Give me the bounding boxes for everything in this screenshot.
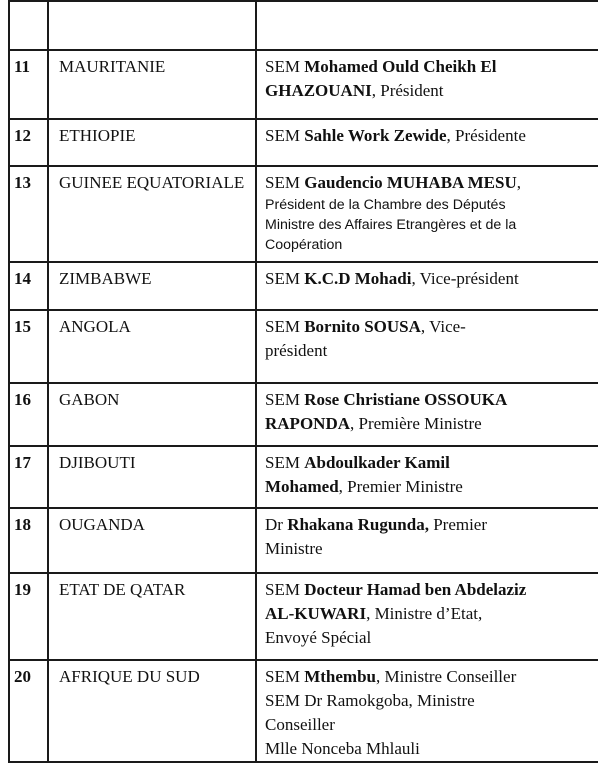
delegation-line bbox=[265, 713, 592, 737]
table-row bbox=[9, 166, 598, 262]
delegation-line bbox=[265, 215, 592, 235]
table-row bbox=[9, 508, 598, 573]
person-name: Docteur Hamad ben Abdelaziz bbox=[304, 580, 527, 599]
title-text: , Ministre Conseiller bbox=[376, 667, 517, 686]
person-name: Mthembu bbox=[304, 667, 376, 686]
title-text: Envoyé Spécial bbox=[265, 628, 372, 647]
title-text: SEM bbox=[265, 317, 305, 336]
table-row bbox=[9, 446, 598, 508]
title-text: SEM bbox=[265, 126, 305, 145]
table-row bbox=[9, 573, 598, 660]
person-name: RAPONDA bbox=[265, 414, 350, 433]
title-text: Mlle Nonceba Mhlauli bbox=[265, 739, 420, 758]
title-text: Ministre des Affaires Etrangères et de la bbox=[265, 217, 517, 233]
delegation-head bbox=[256, 1, 598, 50]
row-number bbox=[9, 1, 48, 50]
country-name: OUGANDA bbox=[48, 508, 256, 573]
row-number: 19 bbox=[9, 573, 48, 660]
person-name: Mohamed bbox=[265, 477, 339, 496]
person-name: Sahle Work Zewide bbox=[304, 126, 447, 145]
title-text: , Président bbox=[371, 81, 444, 100]
title-text: SEM bbox=[265, 580, 305, 599]
delegation-line bbox=[265, 602, 592, 626]
title-text: SEM bbox=[265, 667, 305, 686]
title-text: Premier bbox=[428, 515, 488, 534]
person-name: Mohamed Ould Cheikh El bbox=[304, 57, 497, 76]
row-number: 18 bbox=[9, 508, 48, 573]
title-text: , Vice-président bbox=[411, 269, 519, 288]
table-row bbox=[9, 262, 598, 310]
person-name: AL-KUWARI bbox=[265, 604, 367, 623]
delegation-head bbox=[256, 310, 598, 383]
country-name: DJIBOUTI bbox=[48, 446, 256, 508]
delegation-head bbox=[256, 262, 598, 310]
row-number: 15 bbox=[9, 310, 48, 383]
delegation-head bbox=[256, 166, 598, 262]
title-text: Dr bbox=[265, 515, 288, 534]
title-text: SEM bbox=[265, 453, 305, 472]
country-name: GUINEE EQUATORIALE bbox=[48, 166, 256, 262]
title-text: SEM bbox=[265, 390, 305, 409]
country-name: GABON bbox=[48, 383, 256, 446]
delegation-line bbox=[265, 339, 592, 363]
delegation-line bbox=[265, 195, 592, 215]
person-name: K.C.D Mohadi bbox=[304, 269, 412, 288]
delegation-line bbox=[265, 737, 592, 761]
title-text: , Ministre d’Etat, bbox=[366, 604, 483, 623]
country-name: MAURITANIE bbox=[48, 50, 256, 119]
delegation-head bbox=[256, 573, 598, 660]
row-number: 14 bbox=[9, 262, 48, 310]
table-row bbox=[9, 383, 598, 446]
title-text: Président de la Chambre des Députés bbox=[265, 197, 506, 213]
row-number: 20 bbox=[9, 660, 48, 762]
delegation-head bbox=[256, 119, 598, 166]
person-name: Bornito SOUSA bbox=[304, 317, 421, 336]
title-text: , Première Ministre bbox=[350, 414, 482, 433]
title-text: , Présidente bbox=[446, 126, 526, 145]
person-name: Rhakana Rugunda, bbox=[287, 515, 429, 534]
title-text: président bbox=[265, 341, 328, 360]
person-name: Rose Christiane OSSOUKA bbox=[304, 390, 508, 409]
country-name: AFRIQUE DU SUD bbox=[48, 660, 256, 762]
person-name: GHAZOUANI bbox=[265, 81, 372, 100]
delegation-line bbox=[265, 124, 592, 148]
delegation-line bbox=[265, 665, 592, 689]
delegation-line bbox=[265, 235, 592, 255]
delegation-line bbox=[265, 626, 592, 650]
delegation-line bbox=[265, 55, 592, 79]
delegation-line bbox=[265, 513, 592, 537]
delegation-table bbox=[8, 0, 598, 763]
table-row bbox=[9, 1, 598, 50]
title-text: Conseiller bbox=[265, 715, 335, 734]
person-name: Abdoulkader Kamil bbox=[304, 453, 450, 472]
country-name bbox=[48, 1, 256, 50]
title-text: , Vice- bbox=[420, 317, 466, 336]
delegation-head bbox=[256, 50, 598, 119]
delegation-line bbox=[265, 537, 592, 561]
delegation-head bbox=[256, 660, 598, 762]
delegation-line bbox=[265, 388, 592, 412]
delegation-head bbox=[256, 446, 598, 508]
table-row bbox=[9, 50, 598, 119]
delegation-line bbox=[265, 475, 592, 499]
delegation-head bbox=[256, 508, 598, 573]
title-text: Coopération bbox=[265, 237, 343, 253]
title-text: SEM bbox=[265, 173, 305, 192]
delegation-line bbox=[265, 689, 592, 713]
title-text: SEM Dr Ramokgoba, Ministre bbox=[265, 691, 475, 710]
title-text: Ministre bbox=[265, 539, 323, 558]
row-number: 17 bbox=[9, 446, 48, 508]
table-row bbox=[9, 119, 598, 166]
country-name: ETAT DE QATAR bbox=[48, 573, 256, 660]
delegation-head bbox=[256, 383, 598, 446]
row-number: 13 bbox=[9, 166, 48, 262]
table-row bbox=[9, 310, 598, 383]
delegation-line bbox=[265, 315, 592, 339]
delegation-line bbox=[265, 578, 592, 602]
delegation-line bbox=[265, 171, 592, 195]
title-text: SEM bbox=[265, 269, 305, 288]
delegation-line bbox=[265, 412, 592, 436]
country-name: ANGOLA bbox=[48, 310, 256, 383]
table-row bbox=[9, 660, 598, 762]
country-name: ZIMBABWE bbox=[48, 262, 256, 310]
delegation-line bbox=[265, 79, 592, 103]
title-text: , Premier Ministre bbox=[338, 477, 463, 496]
person-name: Gaudencio MUHABA MESU bbox=[304, 173, 517, 192]
row-number: 12 bbox=[9, 119, 48, 166]
delegation-line bbox=[265, 451, 592, 475]
row-number: 16 bbox=[9, 383, 48, 446]
delegation-line bbox=[265, 267, 592, 291]
title-text: , bbox=[516, 173, 521, 192]
row-number: 11 bbox=[9, 50, 48, 119]
title-text: SEM bbox=[265, 57, 305, 76]
country-name: ETHIOPIE bbox=[48, 119, 256, 166]
